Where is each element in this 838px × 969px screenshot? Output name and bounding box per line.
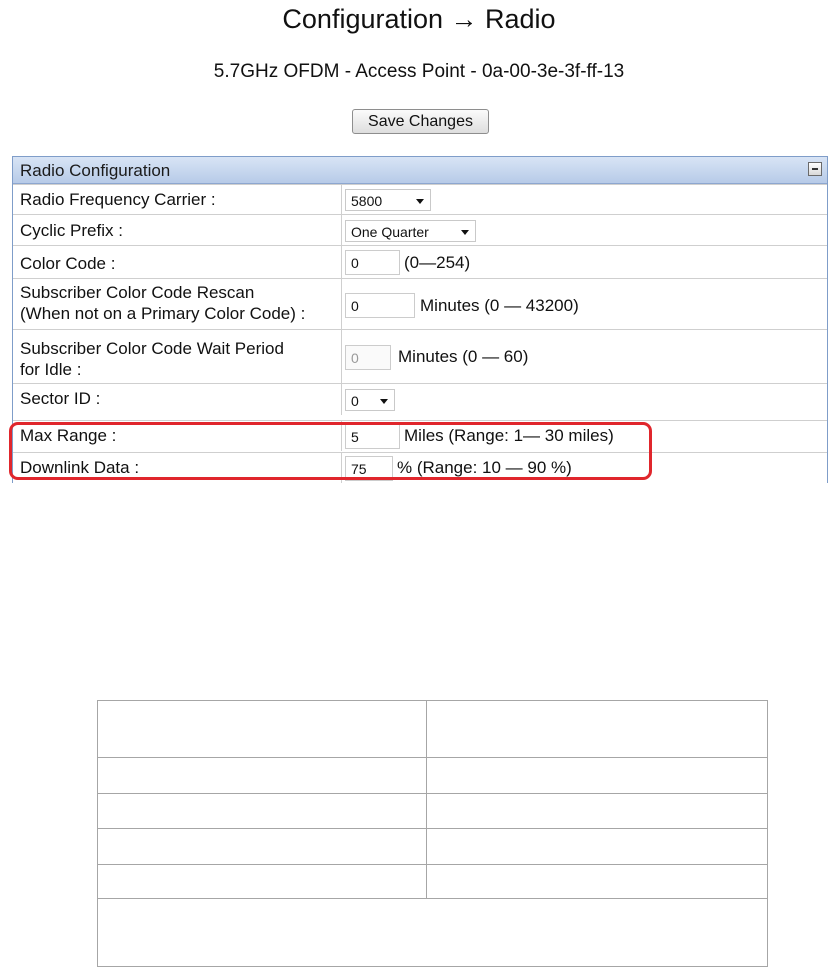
rescan-input[interactable] xyxy=(345,293,415,318)
radio-frequency-carrier-label: Radio Frequency Carrier : xyxy=(20,190,216,209)
cyclic-prefix-select[interactable] xyxy=(345,220,476,242)
panel-title: Radio Configuration xyxy=(20,161,171,180)
empty-table xyxy=(97,700,768,967)
wait-period-range: Minutes (0 — 60) xyxy=(398,347,529,366)
cyclic-prefix-value: One Quarter xyxy=(351,224,429,240)
save-changes-button[interactable]: Save Changes xyxy=(352,109,489,134)
wait-period-label xyxy=(20,338,284,380)
sector-id-select[interactable] xyxy=(345,389,395,411)
downlink-data-input[interactable] xyxy=(345,456,393,481)
max-range-label: Max Range : xyxy=(20,426,117,445)
row-radio-frequency-carrier xyxy=(13,184,827,215)
table-row-divider xyxy=(98,757,767,758)
color-code-range: (0—254) xyxy=(404,253,471,272)
page-title: Configuration → Radio xyxy=(282,4,556,34)
device-subtitle: 5.7GHz OFDM - Access Point - 0a-00-3e-3f-ff-13 xyxy=(213,61,625,82)
color-code-input[interactable] xyxy=(345,250,400,275)
rescan-label-line1: Subscriber Color Code Rescan xyxy=(20,283,255,302)
rescan-label-line2: (When not on a Primary Color Code) : xyxy=(20,304,306,323)
table-row-divider xyxy=(98,828,767,829)
row-max-range xyxy=(13,420,827,451)
sector-id-value: 0 xyxy=(351,393,359,409)
row-cyclic-prefix xyxy=(13,214,827,246)
row-color-code xyxy=(13,245,827,279)
max-range-input[interactable] xyxy=(345,424,400,449)
row-subscriber-color-code-rescan xyxy=(13,278,827,330)
table-column-divider xyxy=(426,701,427,898)
rescan-range: Minutes (0 — 43200) xyxy=(420,296,579,315)
table-row-divider xyxy=(98,864,767,865)
table-row-divider xyxy=(98,793,767,794)
max-range-units: Miles (Range: 1— 30 miles) xyxy=(404,426,614,445)
radio-configuration-panel xyxy=(12,156,828,483)
radio-frequency-carrier-value: 5800 xyxy=(351,193,383,209)
wait-period-label-line2: for Idle : xyxy=(20,360,82,379)
color-code-label: Color Code : xyxy=(20,254,116,273)
wait-period-input[interactable] xyxy=(345,345,391,370)
downlink-data-label: Downlink Data : xyxy=(20,458,140,477)
row-downlink-data xyxy=(13,452,827,483)
chevron-down-icon xyxy=(416,199,424,204)
collapse-minus-icon[interactable] xyxy=(808,162,822,176)
panel-header xyxy=(13,157,827,184)
chevron-down-icon xyxy=(461,230,469,235)
rescan-label xyxy=(20,282,305,324)
chevron-down-icon xyxy=(380,399,388,404)
radio-frequency-carrier-select[interactable] xyxy=(345,189,431,211)
sector-id-label: Sector ID : xyxy=(20,389,101,408)
cyclic-prefix-label: Cyclic Prefix : xyxy=(20,221,123,240)
downlink-data-units: % (Range: 10 — 90 %) xyxy=(397,458,572,477)
row-sector-id xyxy=(13,383,827,415)
row-wait-period xyxy=(13,329,827,384)
wait-period-label-line1: Subscriber Color Code Wait Period xyxy=(20,339,284,358)
table-row-divider xyxy=(98,898,767,899)
